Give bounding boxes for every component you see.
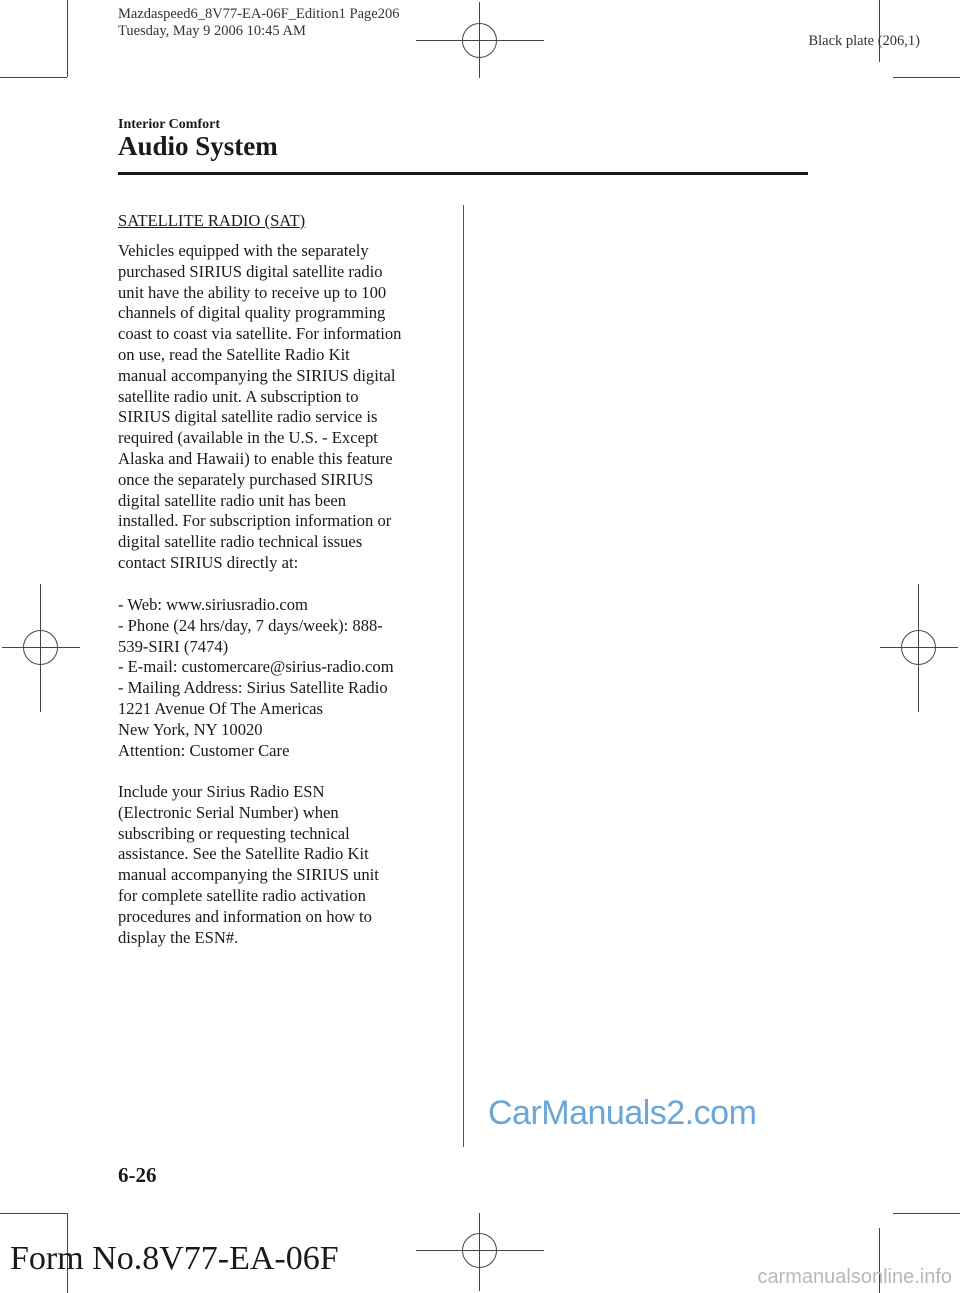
body-paragraph-esn: Include your Sirius Radio ESN (Electronic Serial Number) when subscribing or requesting technical assistance. See the Satellite Radio Kit manual accompanying the SIRIUS unit for complete satellite radio activation procedures and information on how to display the ESN#.: [118, 782, 379, 947]
crop-mark-bottom-right-h: [893, 1213, 960, 1214]
crop-mark-top-left-v: [67, 0, 68, 77]
footer-site-watermark: carmanualsonline.info: [757, 1266, 952, 1288]
reg-mark-bottom-circle: [462, 1233, 497, 1268]
crop-mark-top-right-v: [879, 0, 880, 62]
page-title: Audio System: [118, 131, 278, 161]
section-subheading: SATELLITE RADIO (SAT): [118, 211, 306, 230]
watermark-logo: CarManuals2.com: [488, 1094, 757, 1132]
reg-mark-right-circle: [901, 630, 936, 665]
column-divider: [463, 205, 464, 1147]
form-number: Form No.8V77-EA-06F: [10, 1240, 339, 1277]
page-number: 6-26: [118, 1163, 157, 1187]
crop-mark-bottom-left-h: [0, 1213, 67, 1214]
reg-mark-left-circle: [23, 630, 58, 665]
crop-mark-top-left-h: [0, 77, 67, 78]
print-meta-line1: Mazdaspeed6_8V77-EA-06F_Edition1 Page206: [118, 6, 400, 22]
contact-list: - Web: www.siriusradio.com - Phone (24 hrs/day, 7 days/week): 888- 539-SIRI (7474) - E-mail: customercare@sirius-radio.com - Mailing Address: Sirius Satellite Radio 1221 Avenue Of The Americas New York, NY 10020 Attention: Customer Care: [118, 595, 394, 760]
print-meta-line2: Tuesday, May 9 2006 10:45 AM: [118, 23, 306, 39]
crop-mark-top-right-h: [893, 77, 960, 78]
body-paragraph-intro: Vehicles equipped with the separately purchased SIRIUS digital satellite radio unit have the ability to receive up to 100 channels of digital quality programming coast to coast via satellite. For information on use, read the Satellite Radio Kit manual accompanying the SIRIUS digital satellite radio unit. A subscription to SIRIUS digital satellite radio service is required (available in the U.S. - Except Alaska and Hawaii) to enable this feature once the separately purchased SIRIUS digital satellite radio unit has been installed. For subscription information or digital satellite radio technical issues contact SIRIUS directly at:: [118, 241, 402, 572]
plate-label: Black plate (206,1): [808, 33, 920, 49]
section-label: Interior Comfort: [118, 117, 220, 132]
print-meta: [118, 6, 400, 40]
reg-mark-top-circle: [462, 23, 497, 58]
title-rule: [118, 172, 808, 175]
